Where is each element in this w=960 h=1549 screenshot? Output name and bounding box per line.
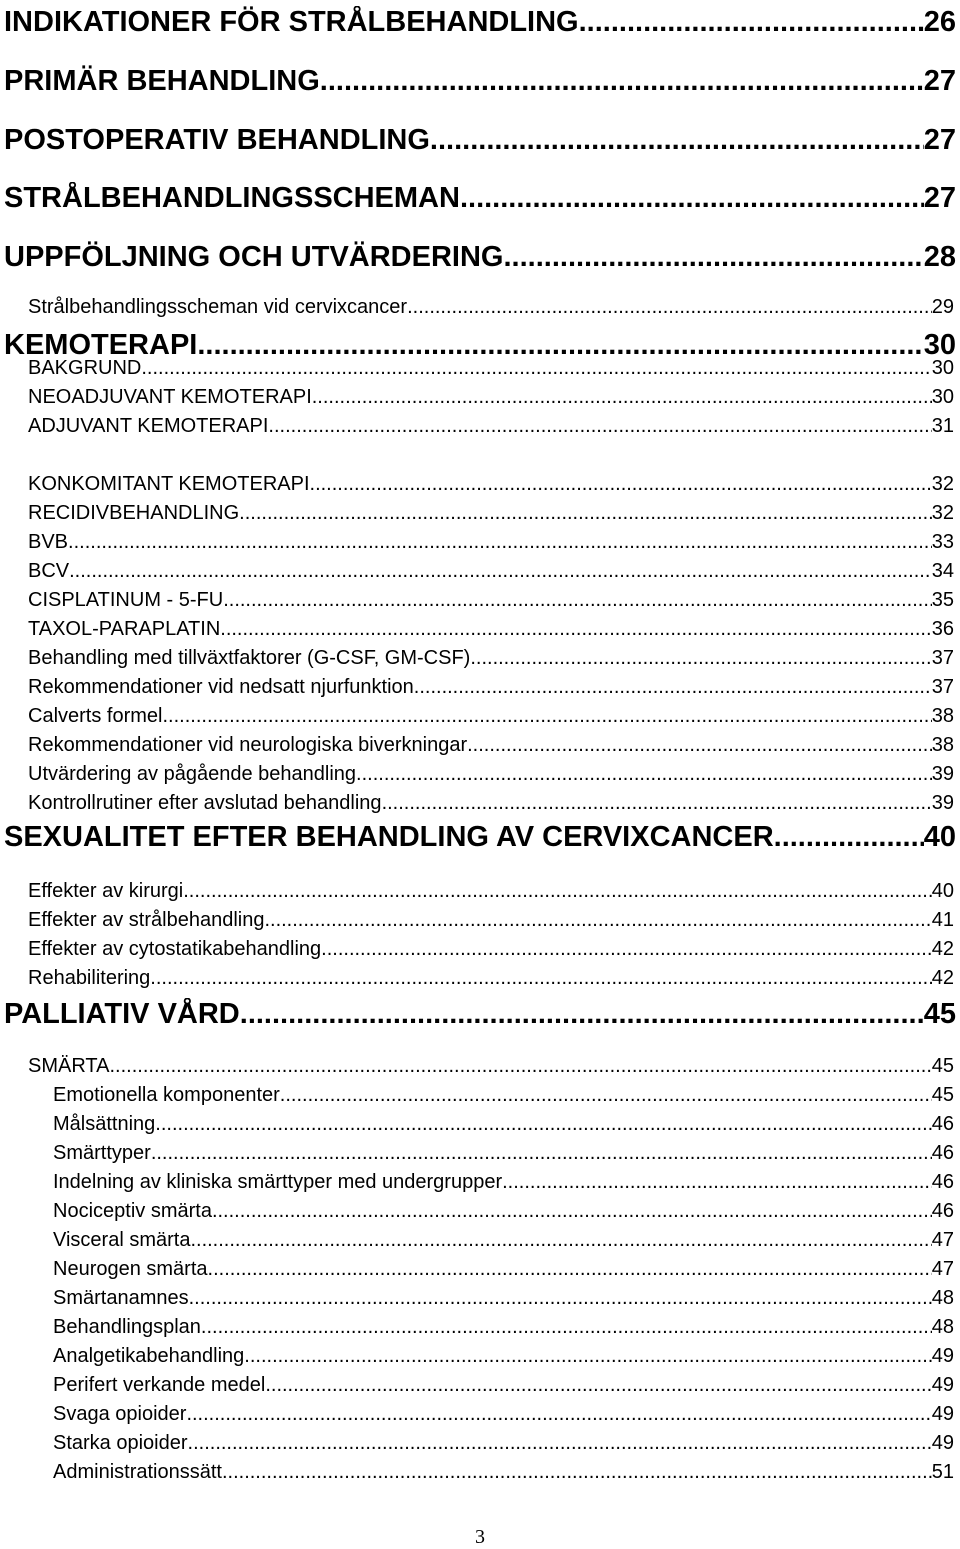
dot-leader	[382, 792, 932, 815]
dot-leader	[188, 1432, 932, 1455]
dot-leader	[467, 734, 932, 757]
toc-entry[interactable]	[0, 909, 960, 932]
toc-entry-page: 36	[931, 618, 954, 640]
toc-entry[interactable]	[0, 1403, 960, 1426]
dot-leader	[268, 415, 931, 438]
toc-entry-page: 27	[923, 124, 956, 156]
toc-entry-page: 31	[931, 415, 954, 437]
toc-entry-title: Starka opioider	[53, 1432, 188, 1454]
toc-entry[interactable]	[0, 647, 960, 670]
toc-entry[interactable]	[0, 705, 960, 728]
dot-leader	[223, 589, 932, 612]
page-number: 3	[475, 1526, 485, 1548]
toc-entry[interactable]	[0, 560, 960, 583]
toc-entry-title: Administrationssätt	[53, 1461, 222, 1483]
dot-leader	[208, 1258, 932, 1281]
toc-entry-page: 39	[931, 792, 954, 814]
dot-leader	[244, 1345, 931, 1368]
dot-leader	[190, 1229, 931, 1252]
dot-leader	[201, 1316, 932, 1339]
toc-entry[interactable]	[0, 1374, 960, 1397]
toc-entry-title: Effekter av kirurgi	[28, 880, 184, 902]
toc-entry[interactable]	[0, 1316, 960, 1339]
toc-entry-title: Emotionella komponenter	[53, 1084, 280, 1106]
toc-entry-title: Smärttyper	[53, 1142, 151, 1164]
dot-leader	[189, 1287, 932, 1310]
toc-entry-title: Rekommendationer vid neurologiska biverkningar	[28, 734, 468, 756]
toc-entry-page: 49	[931, 1403, 954, 1425]
toc-entry[interactable]	[0, 124, 960, 157]
dot-leader	[110, 1055, 932, 1078]
dot-leader	[240, 998, 924, 1031]
toc-entry[interactable]	[0, 357, 960, 380]
dot-leader	[312, 386, 932, 409]
toc-entry-page: 35	[931, 589, 954, 611]
toc-entry[interactable]	[0, 1345, 960, 1368]
toc-entry[interactable]	[0, 1142, 960, 1165]
toc-entry[interactable]	[0, 821, 960, 854]
dot-leader	[470, 647, 931, 670]
dot-leader	[579, 6, 924, 39]
toc-entry-title: Kontrollrutiner efter avslutad behandling	[28, 792, 382, 814]
toc-entry-title: Behandlingsplan	[53, 1316, 201, 1338]
toc-entry-page: 42	[931, 938, 954, 960]
toc-entry[interactable]	[0, 1287, 960, 1310]
toc-entry-page: 32	[931, 473, 954, 495]
toc-entry-title: BCV	[28, 560, 70, 582]
dot-leader	[68, 531, 932, 554]
toc-entry[interactable]	[0, 6, 960, 39]
toc-entry-page: 30	[931, 357, 954, 379]
toc-entry-title: Svaga opioider	[53, 1403, 187, 1425]
toc-entry-title: UPPFÖLJNING OCH UTVÄRDERING	[4, 241, 504, 273]
toc-entry-page: 45	[931, 1055, 954, 1077]
toc-entry-page: 30	[923, 329, 956, 361]
dot-leader	[186, 1403, 931, 1426]
toc-entry-title: NEOADJUVANT KEMOTERAPI	[28, 386, 312, 408]
dot-leader	[321, 938, 932, 961]
toc-entry[interactable]	[0, 296, 960, 319]
dot-leader	[320, 65, 924, 98]
toc-entry[interactable]	[0, 386, 960, 409]
toc-entry[interactable]	[0, 1432, 960, 1455]
toc-entry-title: INDIKATIONER FÖR STRÅLBEHANDLING	[4, 6, 579, 38]
toc-entry-title: PRIMÄR BEHANDLING	[4, 65, 320, 97]
toc-entry-title: ADJUVANT KEMOTERAPI	[28, 415, 269, 437]
toc-entry[interactable]	[0, 589, 960, 612]
dot-leader	[460, 182, 924, 215]
toc-entry-page: 37	[931, 647, 954, 669]
toc-entry-title: SMÄRTA	[28, 1055, 110, 1077]
toc-entry[interactable]	[0, 241, 960, 274]
toc-entry-title: RECIDIVBEHANDLING	[28, 502, 240, 524]
toc-entry-page: 46	[931, 1200, 954, 1222]
toc-entry-title: Indelning av kliniska smärttyper med undergrupper	[53, 1171, 503, 1193]
toc-entry-page: 26	[923, 6, 956, 38]
toc-entry-page: 29	[931, 296, 954, 318]
toc-entry[interactable]	[0, 502, 960, 525]
dot-leader	[430, 124, 924, 157]
toc-entry-page: 47	[931, 1229, 954, 1251]
toc-entry-page: 51	[931, 1461, 954, 1483]
toc-entry-page: 33	[931, 531, 954, 553]
toc-entry-page: 46	[931, 1142, 954, 1164]
toc-entry[interactable]	[0, 967, 960, 990]
toc-entry-title: KONKOMITANT KEMOTERAPI	[28, 473, 310, 495]
toc-entry[interactable]	[0, 1229, 960, 1252]
dot-leader	[151, 1142, 932, 1165]
toc-entry-page: 27	[923, 65, 956, 97]
dot-leader	[414, 676, 932, 699]
toc-entry-title: CISPLATINUM - 5-FU	[28, 589, 224, 611]
toc-entry[interactable]	[0, 763, 960, 786]
toc-entry-page: 30	[931, 386, 954, 408]
toc-entry[interactable]	[0, 531, 960, 554]
toc-entry[interactable]	[0, 734, 960, 757]
toc-entry-page: 45	[923, 998, 956, 1030]
toc-entry-title: BAKGRUND	[28, 357, 142, 379]
toc-entry-title: Rekommendationer vid nedsatt njurfunktion	[28, 676, 414, 698]
dot-leader	[407, 296, 932, 319]
dot-leader	[141, 357, 931, 380]
toc-entry-title: Analgetikabehandling	[53, 1345, 245, 1367]
toc-entry-page: 48	[931, 1287, 954, 1309]
toc-entry-title: Målsättning	[53, 1113, 156, 1135]
toc-entry-page: 40	[931, 880, 954, 902]
toc-entry-title: POSTOPERATIV BEHANDLING	[4, 124, 430, 156]
dot-leader	[356, 763, 932, 786]
toc-entry[interactable]	[0, 1258, 960, 1281]
toc-entry-page: 34	[931, 560, 954, 582]
dot-leader	[212, 1200, 932, 1223]
toc-entry-page: 48	[931, 1316, 954, 1338]
toc-entry-page: 49	[931, 1345, 954, 1367]
toc-entry-title: BVB	[28, 531, 69, 553]
toc-entry-page: 27	[923, 182, 956, 214]
dot-leader	[264, 909, 931, 932]
toc-entry-page: 45	[931, 1084, 954, 1106]
toc-entry[interactable]	[0, 938, 960, 961]
toc-entry[interactable]	[0, 792, 960, 815]
toc-entry-page: 40	[923, 821, 956, 853]
dot-leader	[502, 1171, 932, 1194]
toc-entry[interactable]	[0, 415, 960, 438]
toc-entry[interactable]	[0, 880, 960, 903]
toc-entry[interactable]	[0, 1084, 960, 1107]
toc-entry-page: 47	[931, 1258, 954, 1280]
toc-entry-title: Behandling med tillväxtfaktorer (G-CSF, GM-CSF)	[28, 647, 471, 669]
toc-entry-page: 49	[931, 1432, 954, 1454]
dot-leader	[774, 821, 924, 854]
toc-entry-page: 38	[931, 705, 954, 727]
toc-entry-page: 32	[931, 502, 954, 524]
toc-entry-page: 38	[931, 734, 954, 756]
toc-entry-title: SEXUALITET EFTER BEHANDLING AV CERVIXCANCER	[4, 821, 774, 853]
dot-leader	[183, 880, 932, 903]
toc-entry[interactable]	[0, 998, 960, 1031]
toc-entry-page: 41	[931, 909, 954, 931]
toc-entry-title: Neurogen smärta	[53, 1258, 208, 1280]
dot-leader	[222, 1461, 932, 1484]
toc-entry-page: 46	[931, 1113, 954, 1135]
toc-entry[interactable]	[0, 618, 960, 641]
dot-leader	[220, 618, 931, 641]
toc-entry-page: 37	[931, 676, 954, 698]
toc-entry-page: 49	[931, 1374, 954, 1396]
toc-entry[interactable]	[0, 1113, 960, 1136]
dot-leader	[162, 705, 931, 728]
toc-entry-page: 28	[923, 241, 956, 273]
toc-entry-title: PALLIATIV VÅRD	[4, 998, 240, 1030]
toc-entry-title: TAXOL-PARAPLATIN	[28, 618, 221, 640]
toc-entry-title: Smärtanamnes	[53, 1287, 189, 1309]
dot-leader	[503, 241, 923, 274]
toc-entry-title: Strålbehandlingsscheman vid cervixcancer	[28, 296, 408, 318]
toc-entry-title: Nociceptiv smärta	[53, 1200, 212, 1222]
toc-entry[interactable]	[0, 65, 960, 98]
toc-entry-title: STRÅLBEHANDLINGSSCHEMAN	[4, 182, 460, 214]
toc-entry-title: Utvärdering av pågående behandling	[28, 763, 357, 785]
toc-entry-title: Effekter av cytostatikabehandling	[28, 938, 322, 960]
toc-entry-page: 42	[931, 967, 954, 989]
toc-entry[interactable]	[0, 676, 960, 699]
dot-leader	[69, 560, 932, 583]
toc-entry[interactable]	[0, 182, 960, 215]
dot-leader	[239, 502, 932, 525]
toc-entry[interactable]	[0, 473, 960, 496]
toc-entry-title: KEMOTERAPI	[4, 329, 198, 361]
dot-leader	[310, 473, 932, 496]
toc-entry[interactable]	[0, 1461, 960, 1484]
toc-entry-title: Visceral smärta	[53, 1229, 191, 1251]
toc-entry-title: Rehabilitering	[28, 967, 151, 989]
dot-leader	[265, 1374, 931, 1397]
toc-entry-title: Effekter av strålbehandling	[28, 909, 265, 931]
toc-entry-page: 39	[931, 763, 954, 785]
toc-entry-title: Perifert verkande medel	[53, 1374, 266, 1396]
toc-entry-page: 46	[931, 1171, 954, 1193]
toc-entry[interactable]	[0, 1200, 960, 1223]
dot-leader	[150, 967, 931, 990]
toc-entry-title: Calverts formel	[28, 705, 163, 727]
dot-leader	[155, 1113, 931, 1136]
toc-entry[interactable]	[0, 1055, 960, 1078]
dot-leader	[280, 1084, 932, 1107]
toc-entry[interactable]	[0, 1171, 960, 1194]
